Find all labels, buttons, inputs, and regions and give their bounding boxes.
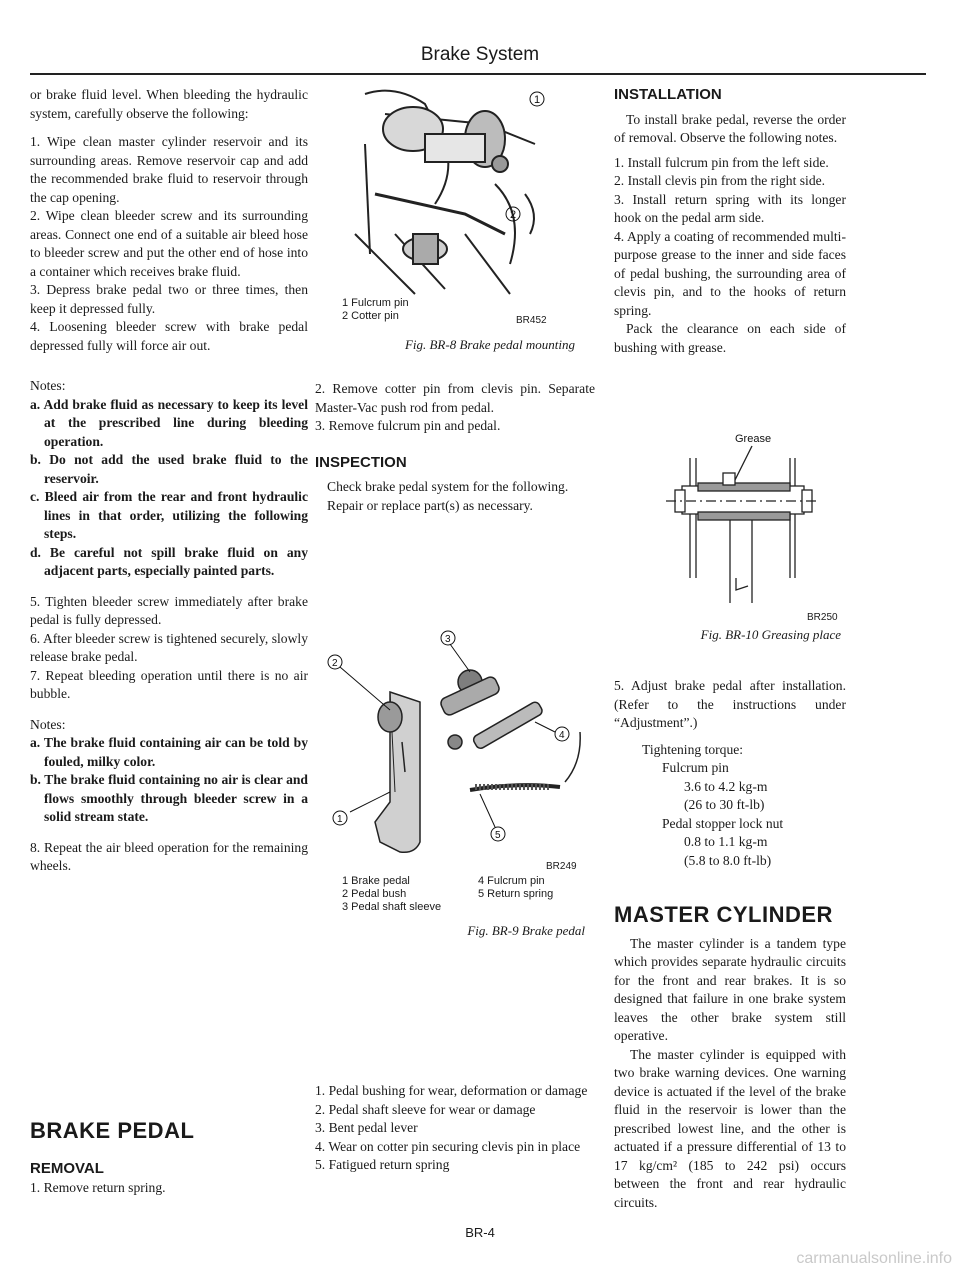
- figure-code: BR452: [516, 315, 547, 326]
- note-item: a. Add brake fluid as necessary to keep its level at the prescribed line during bleeding operation.: [30, 396, 308, 449]
- paragraph: Pack the clearance on each side of bushing with grease.: [614, 321, 846, 355]
- note-item: b. Do not add the used brake fluid to the reservoir.: [30, 452, 308, 486]
- paragraph: To install brake pedal, reverse the order of removal. Observe the following notes.: [614, 111, 846, 145]
- install-step: 5. Adjust brake pedal after installation. (Refer to the instructions under “Adjustment”.): [614, 678, 846, 730]
- section-heading-brake-pedal: BRAKE PEDAL: [30, 1118, 195, 1143]
- removal-step: 1. Remove return spring.: [30, 1180, 166, 1195]
- install-step: 4. Apply a coating of recommended multi-purpose grease to the inner and side faces of pedal bushing, the surrounding area of clevis pin, and to the hooks of return spring.: [614, 228, 846, 318]
- note-item: d. Be careful not spill brake fluid on any adjacent parts, especially painted parts.: [30, 544, 308, 578]
- callout-4: 4: [559, 730, 565, 741]
- paragraph: or brake fluid level. When bleeding the hydraulic system, carefully observe the following:: [30, 87, 308, 121]
- figure-code: BR250: [807, 612, 838, 623]
- install-step: 2. Install clevis pin from the right side.: [614, 173, 826, 188]
- legend-item: 4 Fulcrum pin: [478, 875, 545, 887]
- paragraph: The master cylinder is equipped with two brake warning devices. One warning device is actuated if the level of the brake fluid in the reservoir is lower than the prescribed lowest line, and the other is actuated if a pressure differential of 13 to 17 kg/cm² (185 to 242 psi) occurs between the front and rear hydraulic circuits.: [614, 1046, 846, 1210]
- notes-label: Notes:: [30, 716, 66, 732]
- section-heading-master-cylinder: MASTER CYLINDER: [614, 902, 833, 927]
- master-cylinder-section: [614, 902, 846, 1212]
- bleed-step: 3. Depress brake pedal two or three times, then keep it depressed fully.: [30, 282, 308, 316]
- figure-caption: Fig. BR-8 Brake pedal mounting: [404, 337, 575, 352]
- page-header: Brake System: [420, 44, 540, 65]
- bleed-step: 7. Repeat bleeding operation until there is no air bubble.: [30, 667, 308, 701]
- figure-br10: [640, 428, 850, 618]
- callout-1: 1: [534, 94, 541, 106]
- installation-section: [614, 86, 846, 357]
- watermark: carmanualsonline.info: [796, 1250, 952, 1267]
- notes-label: Notes:: [30, 378, 66, 393]
- install-step: 3. Install return spring with its longer hook on the pedal arm side.: [614, 191, 846, 225]
- bleed-step: 4. Loosening bleeder screw with brake pedal depressed fully will force air out.: [30, 319, 308, 353]
- bleed-step: 1. Wipe clean master cylinder reservoir and its surrounding areas. Remove reservoir cap and add the recommended brake fluid to reservoir through the cap opening.: [30, 134, 308, 205]
- brake-pedal-section: [30, 1118, 308, 1211]
- paragraph: Check brake pedal system for the following.: [327, 479, 569, 494]
- adjust-section: [614, 677, 846, 870]
- inspection-checks: [315, 1082, 595, 1175]
- torque-item-name: Fulcrum pin: [662, 760, 729, 775]
- fig9-legend-right: [478, 875, 588, 901]
- removal-step: 2. Remove cotter pin from clevis pin. Separate Master-Vac push rod from pedal.: [315, 381, 595, 415]
- torque-value: 3.6 to 4.2 kg-m: [684, 778, 768, 794]
- note-item: c. Bleed air from the rear and front hydraulic lines in that order, utilizing the following steps.: [30, 489, 308, 541]
- bleed-step: 2. Wipe clean bleeder screw and its surrounding areas. Connect one end of a suitable air bleed hose to bleeder screw and put the other end of hose into a container which receives brake fluid.: [30, 208, 308, 279]
- figure-br8: [335, 84, 595, 324]
- fig9-legend-left: [342, 875, 462, 914]
- figure-code: BR249: [546, 861, 577, 872]
- subheading-installation: INSTALLATION: [614, 86, 722, 103]
- legend-item: 2 Pedal bush: [342, 888, 407, 900]
- header-rule: [30, 73, 926, 75]
- check-item: 1. Pedal bushing for wear, deformation or damage: [315, 1083, 588, 1098]
- check-item: 3. Bent pedal lever: [315, 1120, 418, 1135]
- greasing-place-illustration: [640, 428, 850, 618]
- install-step: 1. Install fulcrum pin from the left side.: [614, 154, 829, 170]
- legend-item: 1 Brake pedal: [342, 875, 410, 887]
- check-item: 4. Wear on cotter pin securing clevis pin in place: [315, 1138, 581, 1154]
- check-item: 5. Fatigued return spring: [315, 1157, 450, 1172]
- callout-2: 2: [510, 209, 517, 221]
- callout-1: 1: [337, 814, 343, 825]
- removal-continued: [315, 380, 595, 515]
- torque-value: (26 to 30 ft-lb): [684, 797, 765, 812]
- legend-item: 5 Return spring: [478, 888, 554, 900]
- legend-item: 1 Fulcrum pin: [342, 297, 409, 309]
- note-item: b. The brake fluid containing no air is clear and flows smoothly through bleeder screw in a solid stream state.: [30, 772, 308, 824]
- note-item: a. The brake fluid containing air can be told by fouled, milky color.: [30, 735, 308, 769]
- removal-step: 3. Remove fulcrum pin and pedal.: [315, 418, 501, 433]
- torque-value: 0.8 to 1.1 kg-m: [684, 834, 768, 849]
- subheading-inspection: INSPECTION: [315, 453, 407, 471]
- bleed-step: 6. After bleeder screw is tightened securely, slowly release brake pedal.: [30, 630, 308, 664]
- paragraph: Repair or replace part(s) as necessary.: [327, 497, 533, 513]
- bleed-step: 8. Repeat the air bleed operation for the remaining wheels.: [30, 839, 308, 873]
- bleed-step: 5. Tighten bleeder screw immediately after brake pedal is fully depressed.: [30, 593, 308, 627]
- check-item: 2. Pedal shaft sleeve for wear or damage: [315, 1101, 536, 1117]
- subheading-removal: REMOVAL: [30, 1160, 104, 1177]
- callout-3: 3: [445, 634, 451, 645]
- brake-pedal-exploded-illustration: [320, 622, 590, 862]
- callout-2: 2: [332, 658, 338, 669]
- figure-br9: [320, 622, 590, 862]
- torque-value: (5.8 to 8.0 ft-lb): [684, 852, 772, 868]
- torque-label: Tightening torque:: [642, 741, 744, 757]
- paragraph: The master cylinder is a tandem type which provides separate hydraulic circuits for the front and rear brakes. It is so designed that failure in one brake system leaves the other brake system still operative.: [614, 935, 846, 1043]
- figure-caption: Fig. BR-9 Brake pedal: [467, 923, 585, 938]
- legend-item: 2 Cotter pin: [342, 310, 399, 322]
- torque-item-name: Pedal stopper lock nut: [662, 815, 784, 831]
- grease-label: Grease: [735, 433, 772, 445]
- legend-item: 3 Pedal shaft sleeve: [342, 901, 442, 913]
- brake-pedal-mounting-illustration: [335, 84, 595, 324]
- figure-caption: Fig. BR-10 Greasing place: [700, 627, 841, 642]
- callout-5: 5: [495, 830, 501, 841]
- column-left: [30, 86, 308, 876]
- page-number: BR-4: [465, 1225, 495, 1240]
